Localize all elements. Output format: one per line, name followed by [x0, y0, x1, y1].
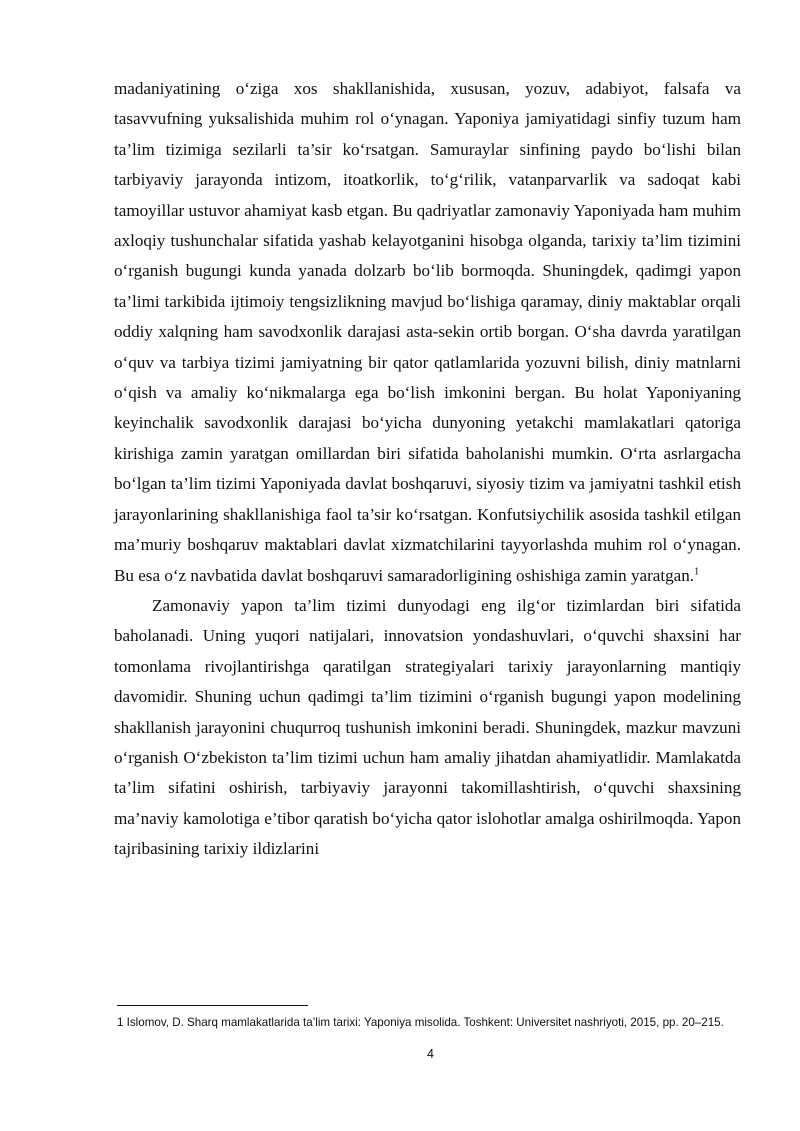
body-text: [114, 74, 741, 865]
paragraph: Zamonaviy yapon ta’lim tizimi dunyodagi eng ilg‘or tizimlardan biri sifatida baholanadi. Uning yuqori natijalari, innovatsion yondashuvlari, o‘quvchi shaxsini har tomonlama rivojlantirishga qaratilgan strategiyalari tarixiy jarayonlarning mantiqiy davomidir. Shuning uchun qadimgi ta’lim tizimini o‘rganish bugungi yapon modelining shakllanish jarayonini chuqurroq tushunish imkonini beradi. Shuningdek, mazkur mavzuni o‘rganish O‘zbekiston ta’lim tizimi uchun ham amaliy jihatdan ahamiyatlidir. Mamlakatda ta’lim sifatini oshirish, tarbiyaviy jarayonni takomillashtirish, o‘quvchi shaxsining ma’naviy kamolotiga e’tibor qaratish bo‘yicha qator islohotlar amalga oshirilmoqda. Yapon tajribasining tarixiy ildizlarini: [114, 595, 741, 859]
footnote-reference[interactable]: 1: [694, 565, 700, 577]
paragraph-text: madaniyatining o‘ziga xos shakllanishida, xususan, yozuv, adabiyot, falsafa va tasavvufning yuksalishida muhim rol o‘ynagan. Yaponiya jamiyatidagi sinfiy tuzum ham ta’lim tizimiga sezilarli ta’sir ko‘rsatgan. Samuraylar sinfining paydo bo‘lishi bilan tarbiyaviy jarayonda intizom, itoatkorlik, to‘g‘rilik, vatanparvarlik va sadoqat kabi tamoyillar ustuvor ahamiyat kasb etgan. Bu qadriyatlar zamonaviy Yaponiyada ham muhim axloqiy tushunchalar sifatida yashab kelayotganini hisobga olganda, tarixiy ta’lim tizimini o‘rganish bugungi kunda yanada dolzarb bo‘lib bormoqda. Shuningdek, qadimgi yapon ta’limi tarkibida ijtimoiy tengsizlikning mavjud bo‘lishiga qaramay, diniy maktablar orqali oddiy xalqning ham savodxonlik darajasi asta-sekin ortib borgan. O‘sha davrda yaratilgan o‘quv va tarbiya tizimi jamiyatning bir qator qatlamlarida yozuvni bilish, diniy matnlarni o‘qish va amaliy ko‘nikmalarga ega bo‘lish imkonini bergan. Bu holat Yaponiyaning keyinchalik savodxonlik darajasi bo‘yicha dunyoning yetakchi mamlakatlari qatoriga kirishiga zamin yaratgan omillardan biri sifatida baholanishi mumkin. O‘rta asrlargacha bo‘lgan ta’lim tizimi Yaponiyada davlat boshqaruvi, siyosiy tizim va jamiyatni tashkil etish jarayonlarining shakllanishiga faol ta’sir ko‘rsatgan. Konfutsiychilik asosida tashkil etilgan ma’muriy boshqaruv maktablari davlat xizmatchilarini tayyorlashda muhim rol o‘ynagan. Bu esa o‘z navbatida davlat boshqaruvi samaradorligining oshishiga zamin yaratgan.: [114, 79, 741, 585]
page-number: 4: [427, 1047, 434, 1061]
paragraph: [114, 74, 741, 591]
footnote: 1 Islomov, D. Sharq mamlakatlarida ta’lim tarixi: Yaponiya misolida. Toshkent: Universitet nashriyoti, 2015, pp. 20–215.: [117, 1016, 724, 1029]
footnote-separator: [117, 1005, 308, 1006]
